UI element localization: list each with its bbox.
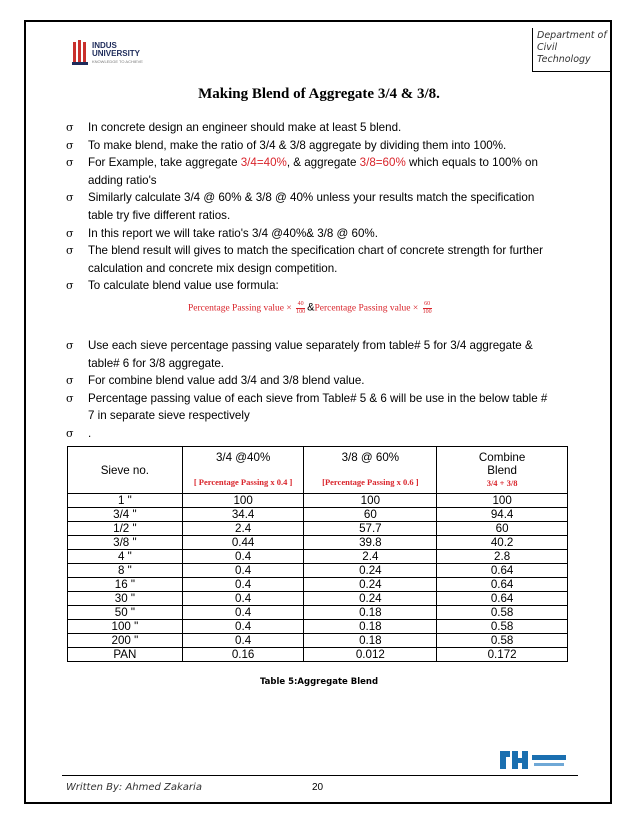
fraction-denominator: 100 <box>296 309 306 315</box>
cell-three-quarter: 0.44 <box>182 536 304 550</box>
formula-fraction <box>296 301 305 316</box>
bullet-symbol: σ <box>66 156 74 170</box>
cell-three-eighth: 39.8 <box>304 536 437 550</box>
cell-sieve: PAN <box>68 648 183 662</box>
bullet-text: For Example, take aggregate <box>88 156 241 170</box>
header-label: Combine <box>478 451 526 464</box>
cell-combine: 2.8 <box>437 550 568 564</box>
bullet-text: Similarly calculate 3/4 @ 60% & 3/8 @ 40% unless your results match the specification table try five different ratios. <box>88 191 535 222</box>
cell-combine: 0.172 <box>437 648 568 662</box>
formula-term: Percentage Passing value × <box>188 303 292 314</box>
list-item <box>66 337 556 372</box>
cell-sieve: 1/2 " <box>68 522 183 536</box>
cell-three-eighth: 0.18 <box>304 606 437 620</box>
bullet-text: . <box>88 426 92 440</box>
ratio-highlight: 3/4=40% <box>240 156 287 170</box>
department-box <box>532 28 612 72</box>
bullet-symbol: σ <box>66 426 74 440</box>
cell-sieve: 3/4 " <box>68 508 183 522</box>
cell-three-quarter: 0.16 <box>182 648 304 662</box>
page-number: 20 <box>312 782 324 793</box>
cell-three-quarter: 0.4 <box>182 620 304 634</box>
table-row <box>68 522 568 536</box>
cell-three-quarter: 0.4 <box>182 634 304 648</box>
bullet-symbol: σ <box>66 138 74 152</box>
table-row <box>68 564 568 578</box>
cell-sieve: 200 " <box>68 634 183 648</box>
table-row <box>68 648 568 662</box>
header-sieve: Sieve no. <box>68 447 183 494</box>
department-line: Civil <box>537 42 558 53</box>
bullet-symbol: σ <box>66 339 74 352</box>
list-item <box>66 277 556 295</box>
department-line: Department of <box>537 30 607 41</box>
table-row <box>68 536 568 550</box>
cell-three-eighth: 0.24 <box>304 592 437 606</box>
cell-three-quarter: 0.4 <box>182 578 304 592</box>
bullet-list-bottom <box>66 337 556 443</box>
header-formula: [Percentage Passing x 0.6 ] <box>322 477 419 487</box>
formula-term: Percentage Passing value × <box>314 303 419 314</box>
table-row <box>68 494 568 508</box>
cell-three-eighth: 0.18 <box>304 620 437 634</box>
bullet-text: To calculate blend value use formula: <box>88 279 279 293</box>
list-item <box>66 390 556 425</box>
header-combine-blend <box>437 447 568 494</box>
header-label: Blend <box>487 464 517 477</box>
bullet-symbol: σ <box>66 244 74 258</box>
list-item <box>66 225 556 243</box>
header-formula: [ Percentage Passing x 0.4 ] <box>193 477 293 487</box>
bullet-list-top <box>66 119 556 295</box>
formula-ampersand: & <box>307 301 315 314</box>
aggregate-blend-table <box>67 446 568 662</box>
formula-fraction <box>423 301 432 316</box>
fraction-numerator: 40 <box>297 301 304 307</box>
cell-combine: 100 <box>437 494 568 508</box>
company-logo <box>498 747 570 773</box>
cell-three-eighth: 2.4 <box>304 550 437 564</box>
list-item <box>66 154 556 189</box>
cell-combine: 0.64 <box>437 564 568 578</box>
cell-combine: 0.64 <box>437 592 568 606</box>
bullet-text: Percentage passing value of each sieve from Table# 5 & 6 will be use in the below table # 7 in separate sieve respectively <box>88 391 548 423</box>
company-logo-icon <box>498 747 570 773</box>
cell-sieve: 4 " <box>68 550 183 564</box>
cell-sieve: 1 " <box>68 494 183 508</box>
cell-three-quarter: 0.4 <box>182 550 304 564</box>
logo-line-1: INDUS <box>92 41 117 50</box>
cell-three-quarter: 0.4 <box>182 564 304 578</box>
bullet-symbol: σ <box>66 391 74 405</box>
footer-divider <box>62 775 578 776</box>
cell-three-quarter: 2.4 <box>182 522 304 536</box>
cell-three-quarter: 34.4 <box>182 508 304 522</box>
table-header-row <box>68 447 568 494</box>
table-row <box>68 550 568 564</box>
cell-combine: 0.58 <box>437 606 568 620</box>
footer-author: Written By: Ahmed Zakaria <box>66 782 202 793</box>
bullet-text: In concrete design an engineer should make at least 5 blend. <box>88 121 402 134</box>
fraction-numerator: 60 <box>424 301 431 307</box>
header-formula: 3/4 + 3/8 <box>486 478 518 488</box>
cell-three-eighth: 0.012 <box>304 648 437 662</box>
department-line: Technology <box>537 54 591 65</box>
cell-sieve: 3/8 " <box>68 536 183 550</box>
list-item <box>66 119 556 137</box>
cell-combine: 60 <box>437 522 568 536</box>
table-row <box>68 606 568 620</box>
list-item <box>66 137 556 155</box>
header-three-eighth <box>304 447 437 494</box>
cell-three-eighth: 60 <box>304 508 437 522</box>
header-label: 3/8 @ 60% <box>341 451 400 464</box>
table-row <box>68 634 568 648</box>
table-caption: Table 5:Aggregate Blend <box>259 677 379 687</box>
bullet-symbol: σ <box>66 121 74 134</box>
list-item <box>66 189 556 224</box>
bullet-symbol: σ <box>66 374 74 388</box>
blend-formula <box>188 301 434 316</box>
cell-sieve: 8 " <box>68 564 183 578</box>
logo-tagline: KNOWLEDGE TO ACHIEVE <box>92 59 143 64</box>
bullet-text: For combine blend value add 3/4 and 3/8 blend value. <box>88 374 365 388</box>
page-title: Making Blend of Aggregate 3/4 & 3/8. <box>198 86 440 102</box>
table-row <box>68 592 568 606</box>
cell-sieve: 30 " <box>68 592 183 606</box>
bullet-text: Use each sieve percentage passing value separately from table# 5 for 3/4 aggregate & table# 6 for 3/8 aggregate. <box>88 339 533 370</box>
bullet-symbol: σ <box>66 226 74 240</box>
logo-line-2: UNIVERSITY <box>92 49 141 58</box>
table-row <box>68 620 568 634</box>
bullet-text: The blend result will gives to match the specification chart of concrete strength for further calculation and concrete mix design competition. <box>88 244 543 275</box>
university-logo <box>72 38 156 66</box>
cell-three-eighth: 0.24 <box>304 578 437 592</box>
cell-three-eighth: 100 <box>304 494 437 508</box>
cell-three-quarter: 0.4 <box>182 592 304 606</box>
cell-sieve: 50 " <box>68 606 183 620</box>
bullet-text: To make blend, make the ratio of 3/4 & 3/8 aggregate by dividing them into 100%. <box>88 138 507 152</box>
bullet-text: In this report we will take ratio's 3/4 @40%& 3/8 @ 60%. <box>88 226 378 240</box>
table-row <box>68 578 568 592</box>
bullet-text: , & aggregate <box>286 156 360 170</box>
bullet-text: which equals to 100% on adding ratio's <box>88 156 538 187</box>
cell-combine: 0.58 <box>437 620 568 634</box>
cell-three-eighth: 0.18 <box>304 634 437 648</box>
list-item <box>66 242 556 277</box>
header-three-quarter <box>182 447 304 494</box>
cell-combine: 0.58 <box>437 634 568 648</box>
university-crest-icon <box>72 38 90 66</box>
cell-three-eighth: 0.24 <box>304 564 437 578</box>
cell-three-eighth: 57.7 <box>304 522 437 536</box>
ratio-highlight: 3/8=60% <box>359 156 406 170</box>
cell-combine: 40.2 <box>437 536 568 550</box>
cell-three-quarter: 0.4 <box>182 606 304 620</box>
cell-three-quarter: 100 <box>182 494 304 508</box>
list-item <box>66 372 556 390</box>
fraction-denominator: 100 <box>422 309 432 315</box>
cell-sieve: 100 " <box>68 620 183 634</box>
cell-sieve: 16 " <box>68 578 183 592</box>
header-label: 3/4 @40% <box>215 451 271 464</box>
cell-combine: 0.64 <box>437 578 568 592</box>
bullet-symbol: σ <box>66 279 74 293</box>
table-body <box>68 494 568 662</box>
logo-wordmark <box>92 42 140 58</box>
table-row <box>68 508 568 522</box>
cell-combine: 94.4 <box>437 508 568 522</box>
bullet-symbol: σ <box>66 191 74 205</box>
list-item <box>66 425 556 443</box>
